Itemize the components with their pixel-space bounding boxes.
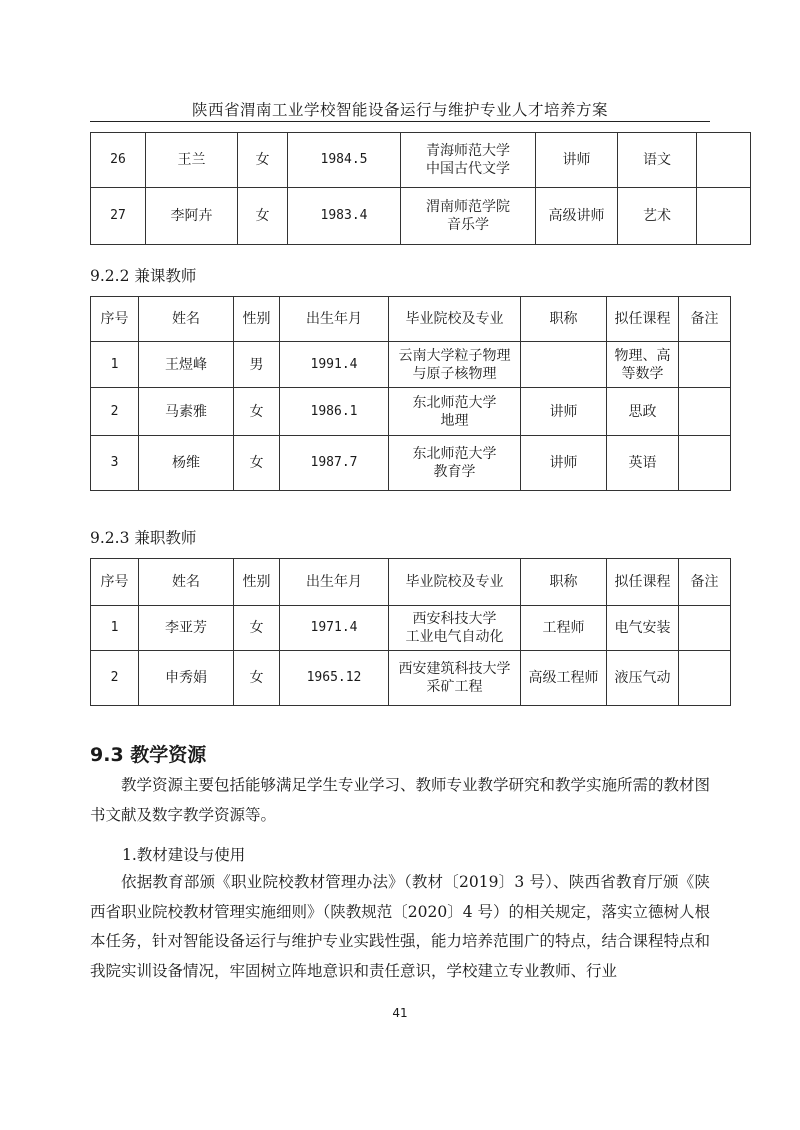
header-title: 职称 xyxy=(521,297,607,342)
cell-title: 高级讲师 xyxy=(536,188,618,245)
cell-school: 云南大学粒子物理 xyxy=(398,347,511,364)
table-row xyxy=(91,342,731,388)
cell-no: 3 xyxy=(91,436,139,491)
cell-course-line1: 物理、高 xyxy=(614,347,671,364)
page-number: 41 xyxy=(392,1006,408,1020)
header-name: 姓名 xyxy=(139,559,234,606)
table-row xyxy=(91,133,751,188)
cell-school: 东北师范大学 xyxy=(412,446,497,462)
cell-note xyxy=(679,436,731,491)
header-gender: 性别 xyxy=(234,297,280,342)
cell-no: 27 xyxy=(91,188,146,245)
header-no: 序号 xyxy=(91,559,139,606)
cell-birth: 1971.4 xyxy=(280,606,389,651)
cell-school: 西安科技大学 xyxy=(412,611,497,627)
cell-gender: 女 xyxy=(238,133,288,188)
table-row xyxy=(91,436,731,491)
header-name: 姓名 xyxy=(139,297,234,342)
cell-birth: 1986.1 xyxy=(280,388,389,436)
cell-note xyxy=(679,342,731,388)
cell-name: 李阿卉 xyxy=(146,188,238,245)
header-note: 备注 xyxy=(679,559,731,606)
part-time-course-teacher-table xyxy=(90,296,731,491)
cell-school-major xyxy=(389,388,521,436)
cell-school-major xyxy=(389,651,521,706)
cell-gender: 女 xyxy=(234,388,280,436)
cell-major: 教育学 xyxy=(433,464,476,480)
cell-birth: 1983.4 xyxy=(288,188,401,245)
page-header-title: 陕西省渭南工业学校智能设备运行与维护专业人才培养方案 xyxy=(191,101,608,119)
cell-gender: 女 xyxy=(238,188,288,245)
cell-gender: 男 xyxy=(234,342,280,388)
cell-no: 2 xyxy=(91,388,139,436)
cell-school-major xyxy=(401,133,536,188)
part-time-teacher-table xyxy=(90,558,731,706)
cell-name: 李亚芳 xyxy=(139,606,234,651)
cell-no: 1 xyxy=(91,342,139,388)
cell-gender: 女 xyxy=(234,606,280,651)
table-row xyxy=(91,388,731,436)
cell-birth: 1991.4 xyxy=(280,342,389,388)
cell-title: 讲师 xyxy=(521,436,607,491)
subheading-textbook: 1.教材建设与使用 xyxy=(122,846,246,864)
cell-school-major xyxy=(401,188,536,245)
header-school: 毕业院校及专业 xyxy=(389,559,521,606)
cell-title: 高级工程师 xyxy=(521,651,607,706)
paragraph-teaching-resources: 教学资源主要包括能够满足学生专业学习、教师专业教学研究和教学实施所需的教材图书文献及数字教学资源等。 xyxy=(90,776,711,824)
cell-title: 讲师 xyxy=(521,388,607,436)
cell-major: 地理 xyxy=(440,412,469,429)
cell-birth: 1965.12 xyxy=(280,651,389,706)
cell-school-major xyxy=(389,606,521,651)
cell-school-major xyxy=(389,436,521,491)
table-row xyxy=(91,606,731,651)
table-header-row xyxy=(91,559,731,606)
cell-course: 语文 xyxy=(618,133,697,188)
full-time-teacher-table xyxy=(90,132,751,245)
cell-major: 音乐学 xyxy=(447,217,489,233)
section-heading-9-2-3: 9.2.3 兼职教师 xyxy=(90,529,197,547)
header-school: 毕业院校及专业 xyxy=(389,297,521,342)
cell-gender: 女 xyxy=(234,651,280,706)
paragraph-textbook-policy: 依据教育部颁《职业院校教材管理办法》（教材〔2019〕3 号）、陕西省教育厅颁《陕西省职业院校教材管理实施细则》（陕教规范〔2020〕4 号）的相关规定，落实立德树人根本任务，针对智能设备运行与维护专业实践性强，能力培养范围广的特点，结合课程特点和我院实训设备情况，牢固树立阵地意识和责任意识，学校建立专业教师、行业 xyxy=(90,873,711,980)
cell-name: 杨维 xyxy=(139,436,234,491)
cell-course xyxy=(607,342,679,388)
cell-name: 王煜峰 xyxy=(139,342,234,388)
table-header-row xyxy=(91,297,731,342)
header-no: 序号 xyxy=(91,297,139,342)
header-birth: 出生年月 xyxy=(280,297,389,342)
cell-school: 东北师范大学 xyxy=(412,394,497,411)
header-birth: 出生年月 xyxy=(280,559,389,606)
section-heading-9-3: 9.3 教学资源 xyxy=(90,744,207,766)
cell-course: 电气安装 xyxy=(607,606,679,651)
cell-no: 1 xyxy=(91,606,139,651)
cell-title xyxy=(521,342,607,388)
cell-name: 申秀娟 xyxy=(139,651,234,706)
cell-note xyxy=(679,606,731,651)
section-heading-9-2-2: 9.2.2 兼课教师 xyxy=(90,267,197,285)
cell-note xyxy=(697,133,751,188)
cell-school: 渭南师范学院 xyxy=(426,199,510,215)
cell-birth: 1984.5 xyxy=(288,133,401,188)
cell-course: 思政 xyxy=(607,388,679,436)
cell-title: 工程师 xyxy=(521,606,607,651)
cell-name: 马素雅 xyxy=(139,388,234,436)
cell-note xyxy=(697,188,751,245)
cell-birth: 1987.7 xyxy=(280,436,389,491)
table-row xyxy=(91,651,731,706)
cell-course: 艺术 xyxy=(618,188,697,245)
cell-no: 26 xyxy=(91,133,146,188)
header-title: 职称 xyxy=(521,559,607,606)
header-divider xyxy=(90,121,710,122)
table-row xyxy=(91,188,751,245)
cell-name: 王兰 xyxy=(146,133,238,188)
header-course: 拟任课程 xyxy=(607,559,679,606)
cell-course: 液压气动 xyxy=(607,651,679,706)
cell-note xyxy=(679,388,731,436)
cell-major: 与原子核物理 xyxy=(412,365,497,382)
header-note: 备注 xyxy=(679,297,731,342)
cell-note xyxy=(679,651,731,706)
header-course: 拟任课程 xyxy=(607,297,679,342)
cell-major: 工业电气自动化 xyxy=(405,629,504,645)
cell-course: 英语 xyxy=(607,436,679,491)
cell-gender: 女 xyxy=(234,436,280,491)
cell-major: 中国古代文学 xyxy=(426,161,510,177)
header-gender: 性别 xyxy=(234,559,280,606)
cell-school: 西安建筑科技大学 xyxy=(398,661,511,677)
cell-no: 2 xyxy=(91,651,139,706)
cell-school-major xyxy=(389,342,521,388)
cell-major: 采矿工程 xyxy=(426,679,483,695)
cell-school: 青海师范大学 xyxy=(426,143,510,159)
cell-course-line2: 等数学 xyxy=(621,365,664,382)
cell-title: 讲师 xyxy=(536,133,618,188)
